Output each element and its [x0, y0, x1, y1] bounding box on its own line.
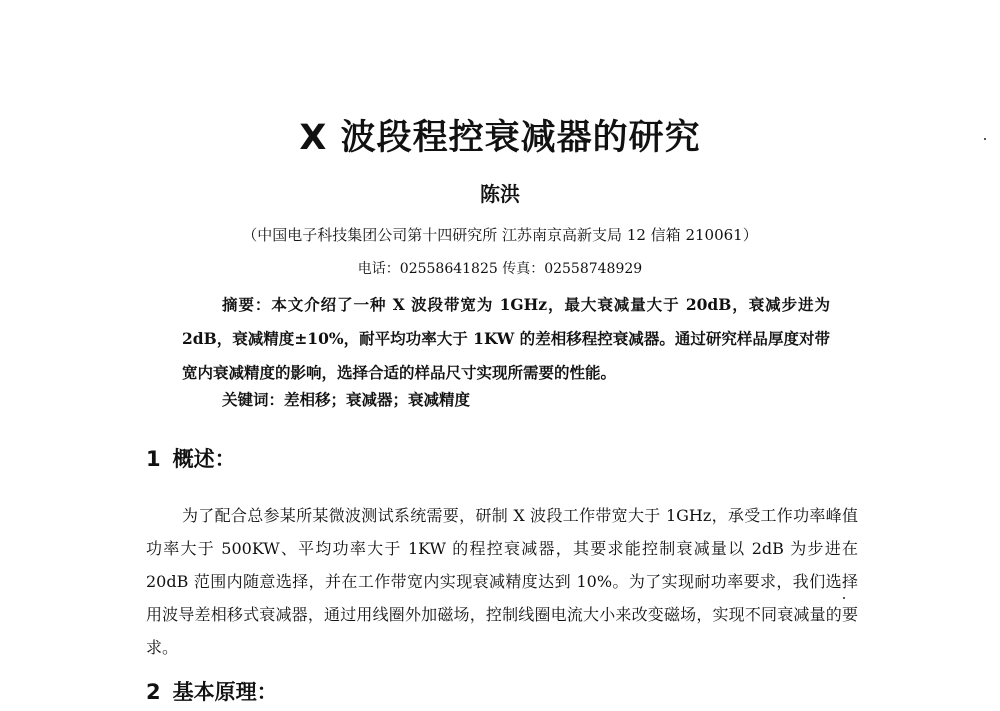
- keywords-text: 差相移；衰减器；衰减精度: [284, 390, 471, 409]
- contact-info: 电话：02558641825 传真：02558748929: [357, 261, 643, 277]
- overview-paragraph: 为了配合总参某所某微波测试系统需要，研制 X 波段工作带宽大于 1GHz，承受工作功率峰值功率大于 500KW、平均功率大于 1KW 的程控衰减器，其要求能控制衰减量以 2dB 为步进在 20dB 范围内随意选择，并在工作带宽内实现衰减精度达到 10%。为了实现耐功率要求，我们选择用波导差相移式衰减器，通过用线圈外加磁场，控制线圈电流大小来改变磁场，实现不同衰减量的要求。: [146, 506, 858, 657]
- scan-speck: [984, 138, 986, 140]
- section-title: 概述：: [172, 447, 236, 471]
- abstract: [182, 288, 830, 390]
- section-number: 2: [146, 680, 161, 704]
- author-name: 陈洪: [480, 182, 520, 206]
- keywords-label: 关键词：: [222, 391, 285, 409]
- abstract-text: 本文介绍了一种 X 波段带宽为 1GHz，最大衰减量大于 20dB，衰减步进为 2dB，衰减精度±10%，耐平均功率大于 1KW 的差相移程控衰减器。通过研究样品厚度对带宽内衰减精度的影响，选择合适的样品尺寸实现所需要的性能。: [182, 295, 830, 382]
- abstract-label: 摘要：: [222, 296, 272, 314]
- section-heading-overview: [146, 443, 236, 473]
- paper-title: X 波段程控衰减器的研究: [299, 118, 701, 158]
- section-number: 1: [146, 447, 161, 471]
- author-affiliation: （中国电子科技集团公司第十四研究所 江苏南京高新支局 12 信箱 210061）: [242, 226, 758, 244]
- section-heading-principle: [146, 676, 278, 706]
- keywords: [222, 388, 470, 410]
- section-title: 基本原理：: [172, 680, 278, 704]
- scan-speck: [843, 597, 845, 599]
